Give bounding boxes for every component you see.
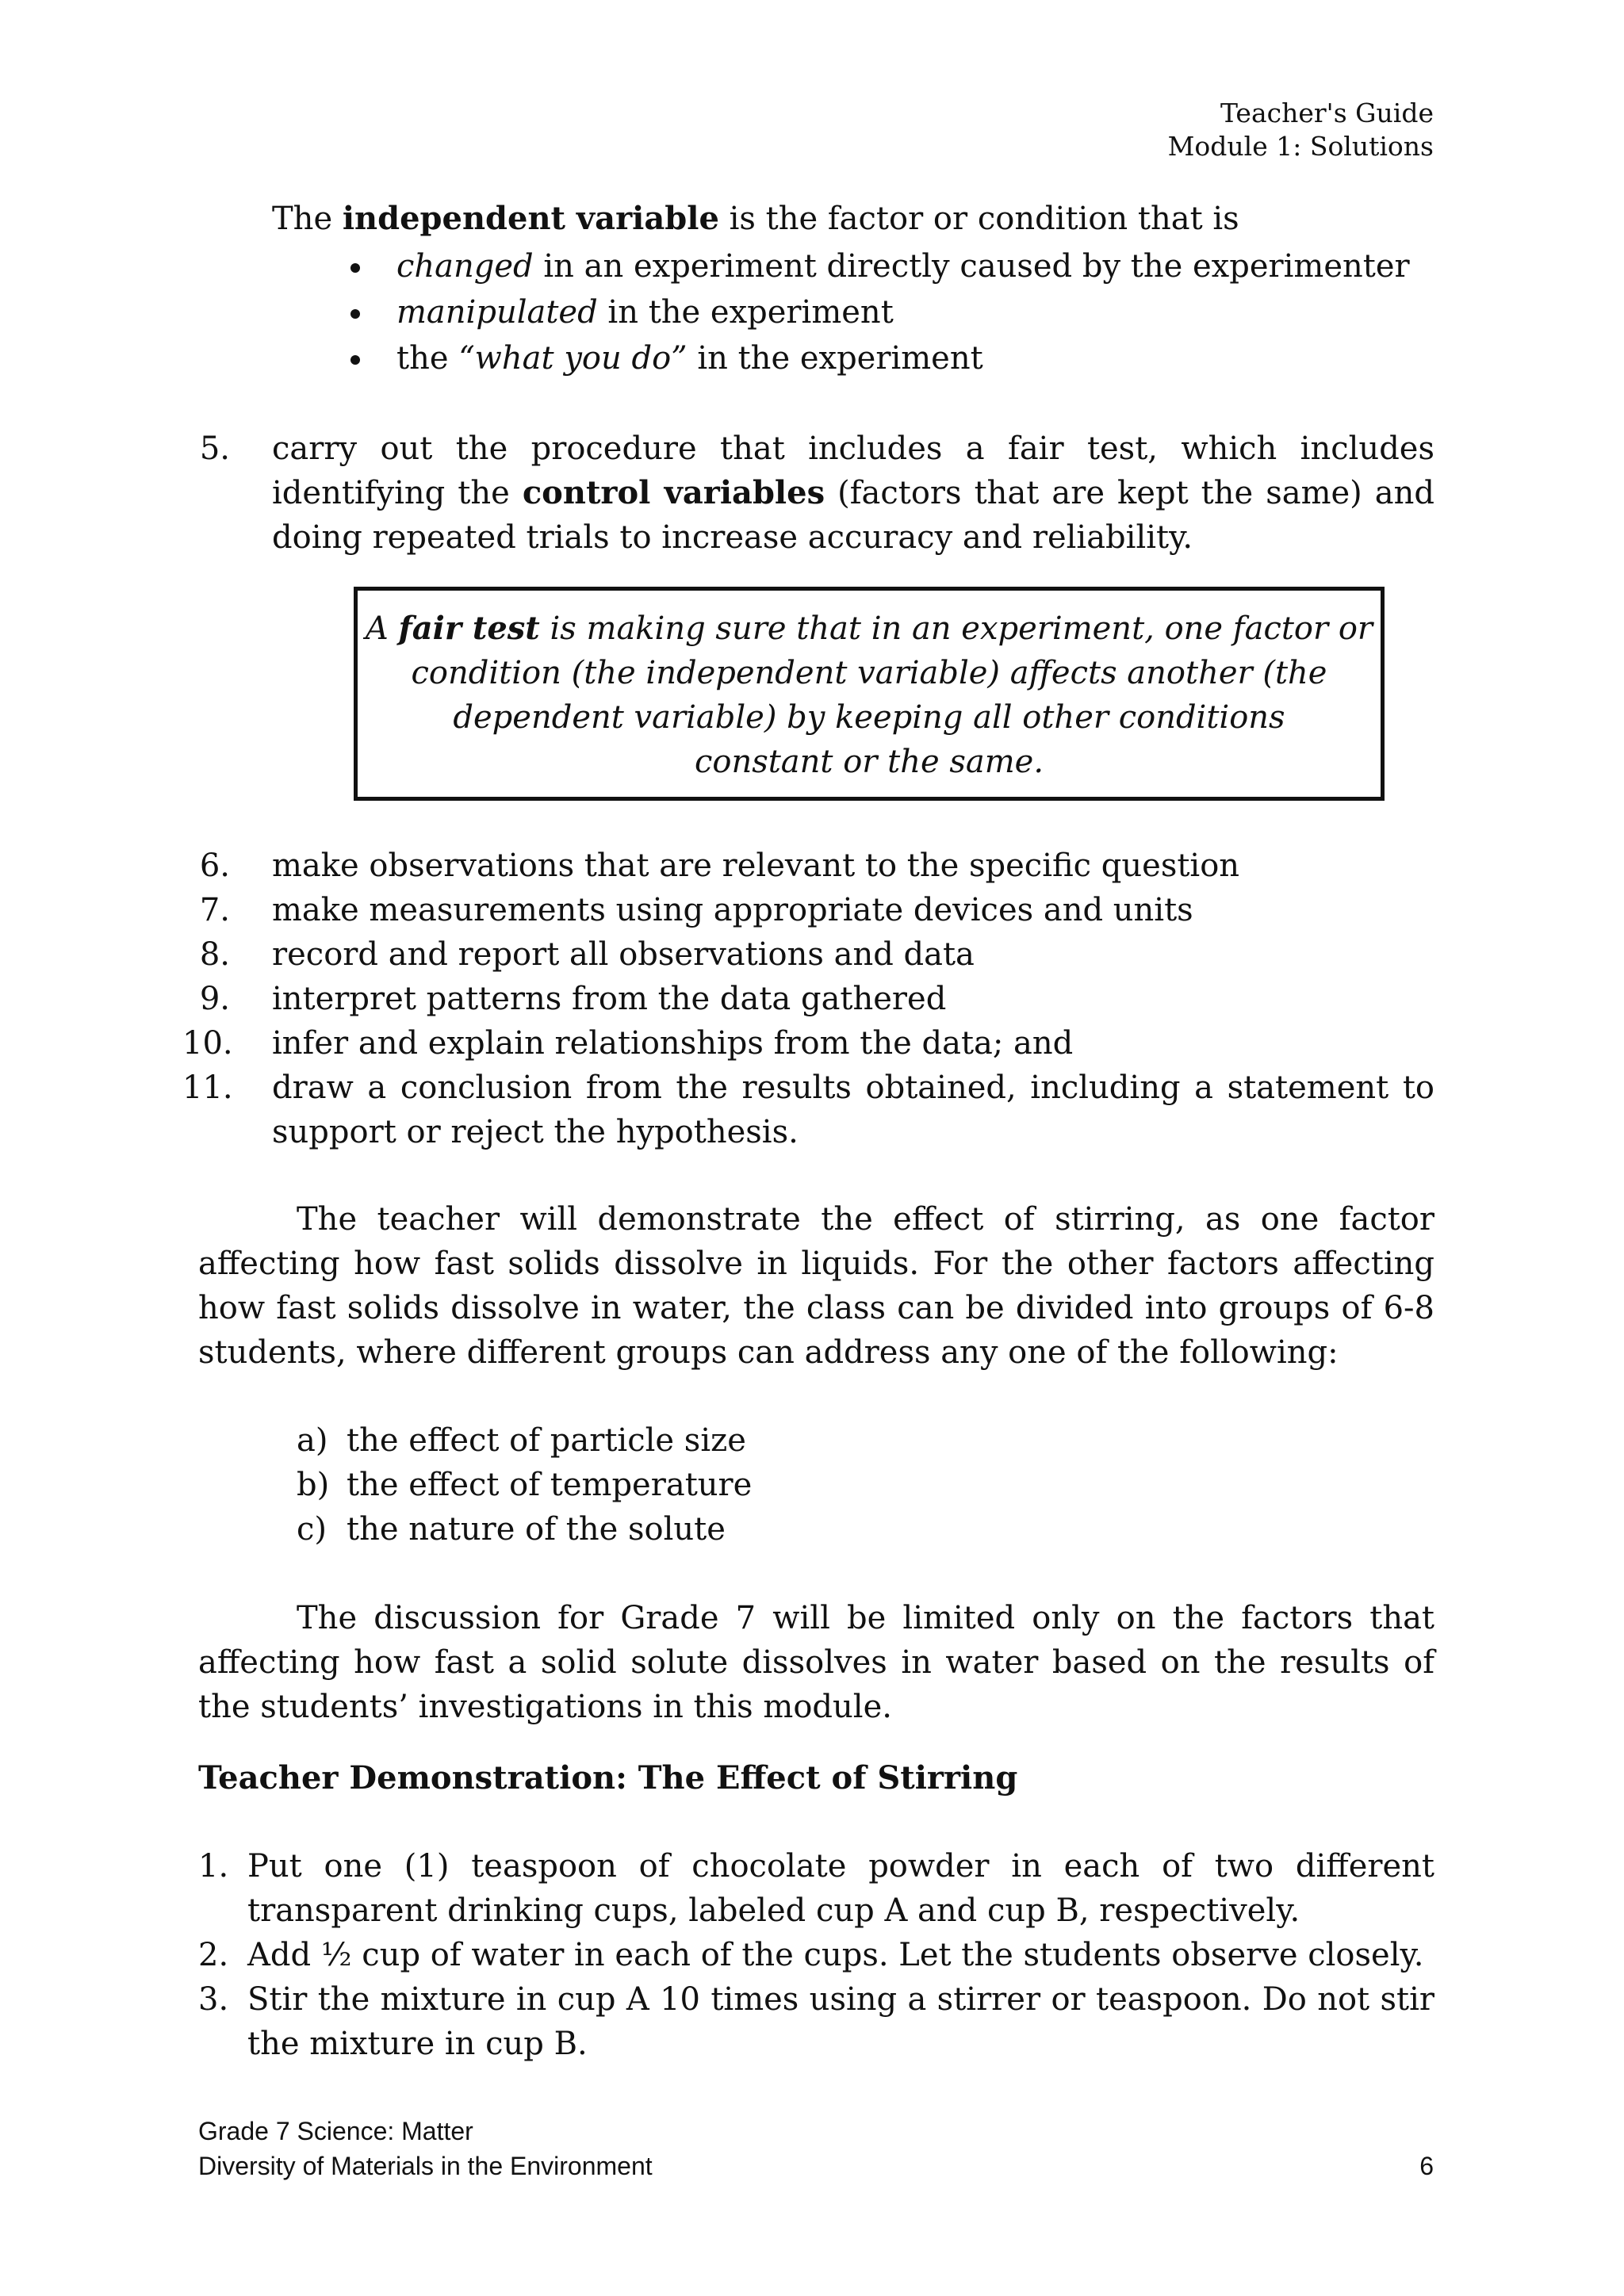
fair-test-line: constant or the same. [694,744,1044,780]
step-text: record and report all observations and data [272,936,975,973]
demo-step-number: 2. [198,1937,229,1973]
bullet-icon [346,258,365,277]
header-guide-title: Teacher's Guide [1220,98,1434,128]
step11-line: support or reject the hypothesis. [272,1114,799,1150]
factor-text: the effect of temperature [347,1467,753,1503]
demo-step-number: 3. [198,1981,229,2018]
step-number: 7. [199,892,230,928]
fair-test-line: A fair test is making sure that in an experiment, one factor or [365,610,1373,647]
factor-text: the nature of the solute [347,1511,726,1548]
step-text: make observations that are relevant to the specific question [272,848,1240,884]
step-text: interpret patterns from the data gathered [272,981,947,1017]
independent-bullet-item: changed in an experiment directly caused by the experimenter [396,248,1410,285]
paragraph-line: affecting how fast solids dissolve in liquids. For the other factors affecting [198,1246,1434,1282]
step-number: 11. [182,1070,233,1106]
footer-course-title: Grade 7 Science: Matter [198,2117,473,2145]
demo-step-line: transparent drinking cups, labeled cup A and cup B, respectively. [247,1892,1300,1929]
step5-line: identifying the control variables (factors that are kept the same) and [272,474,1435,511]
demo-step-line: Put one (1) teaspoon of chocolate powder in each of two different [247,1848,1434,1885]
fair-test-term: fair test [398,610,540,647]
step-number: 8. [199,936,230,973]
step-number: 10. [182,1025,233,1062]
step-number: 6. [199,848,230,884]
independent-bullet-item: manipulated in the experiment [396,294,894,331]
paragraph-line: the students’ investigations in this module. [198,1689,892,1725]
bullet-icon [346,304,365,323]
demo-step-line: the mixture in cup B. [247,2026,588,2062]
demo-step-number: 1. [198,1848,229,1885]
paragraph-line: how fast solids dissolve in water, the class can be divided into groups of 6-8 [198,1290,1434,1326]
control-variables-term: control variables [522,474,825,511]
footer-unit-title: Diversity of Materials in the Environment [198,2152,653,2180]
independent-variable-term: independent variable [342,200,719,237]
fair-test-line: condition (the independent variable) affects another (the [411,655,1327,691]
step11-line: draw a conclusion from the results obtained, including a statement to [272,1070,1434,1106]
fair-test-line: dependent variable) by keeping all other conditions [453,699,1285,736]
paragraph-line: students, where different groups can address any one of the following: [198,1334,1339,1371]
demo-step-line: Add ½ cup of water in each of the cups. Let the students observe closely. [247,1937,1424,1973]
independent-bullet-item: the “what you do” in the experiment [396,340,983,377]
independent-variable-intro: The independent variable is the factor or condition that is [272,200,1239,237]
bullet-icon [346,350,365,369]
factor-text: the effect of particle size [347,1422,746,1459]
factor-letter: b) [297,1467,330,1503]
step-text: infer and explain relationships from the data; and [272,1025,1074,1062]
factor-letter: c) [297,1511,327,1548]
factor-letter: a) [297,1422,328,1459]
step5-line: doing repeated trials to increase accuracy and reliability. [272,519,1193,556]
section-heading: Teacher Demonstration: The Effect of Stirring [198,1759,1018,1797]
step-number: 9. [199,981,230,1017]
step5-line: carry out the procedure that includes a fair test, which includes [272,430,1434,467]
step-text: make measurements using appropriate devices and units [272,892,1193,928]
paragraph-line: The teacher will demonstrate the effect of stirring, as one factor [297,1201,1434,1238]
paragraph-line: The discussion for Grade 7 will be limited only on the factors that [297,1600,1434,1636]
fair-test-definition-box [354,587,1385,801]
step-number: 5. [199,430,230,467]
header-module-title: Module 1: Solutions [1167,131,1434,162]
paragraph-line: affecting how fast a solid solute dissolves in water based on the results of [198,1644,1434,1681]
demo-step-line: Stir the mixture in cup A 10 times using a stirrer or teaspoon. Do not stir [247,1981,1434,2018]
page-number: 6 [1419,2152,1434,2180]
